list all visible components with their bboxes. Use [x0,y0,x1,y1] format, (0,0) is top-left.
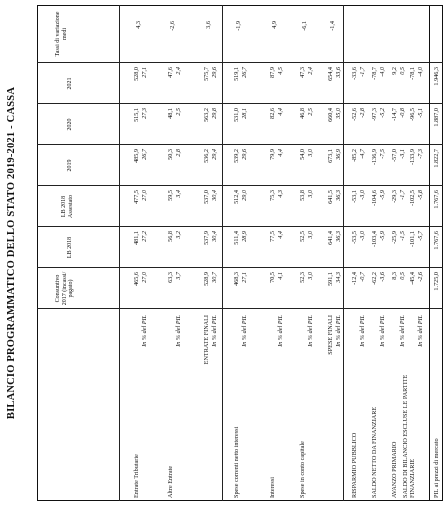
value-cell: 54,0 [299,149,306,160]
pil-share-cell: 3,0 [307,231,314,239]
pil-share-cell: 3,2 [175,231,182,239]
pil-share-cell: 29,4 [211,149,218,160]
pil-share-cell: 36,3 [335,231,342,242]
rate-cell: 3,6 [205,21,212,29]
value-cell: 52,5 [299,231,306,242]
pil-share-cell: 4,4 [277,108,284,116]
row-label: Entrate Tributarie [133,454,140,498]
pil-share-cell: -5,1 [417,108,424,118]
pil-share-cell: 35,0 [335,108,342,119]
row-sub-label: In % del PIL [379,315,386,347]
value-cell: 50,3 [167,149,174,160]
value-cell: -57,0 [391,149,398,162]
value-cell: 9,2 [391,67,398,75]
value-cell: 75,3 [269,190,276,201]
row-label: Interessi [269,477,276,498]
row-sub-label: In % del PIL [241,315,248,347]
pil-share-cell: 36,9 [335,149,342,160]
column-divider [37,62,443,63]
pil-share-cell: 29,6 [241,149,248,160]
pil-share-cell: 3,4 [175,190,182,198]
pil-share-cell: 27,2 [141,231,148,242]
pil-share-cell: 30,4 [211,231,218,242]
pil-share-cell: 27,3 [141,108,148,119]
pil-share-cell: 0,5 [399,67,406,75]
pil-share-cell: -1,7 [359,67,366,77]
rate-cell: -1,4 [329,21,336,31]
value-cell: 52,3 [299,272,306,283]
pil-share-cell: -2,6 [417,272,424,282]
value-cell: 531,0 [233,108,240,122]
header-lb2018: LB 2018 [67,236,73,259]
value-cell: -53,5 [351,231,358,244]
header-2021: 2021 [67,77,73,90]
value-cell: 654,4 [327,67,334,81]
value-cell: 477,5 [133,190,140,204]
pil-share-cell: -5,9 [379,231,386,241]
pil-share-cell: 28,9 [241,231,248,242]
value-cell: -133,9 [409,149,416,165]
pil-value-cell: 1.822,7 [433,149,440,168]
row-sub-label: In % del PIL [141,315,148,347]
value-cell: 641,5 [327,190,334,204]
pil-share-cell: 4,4 [277,149,284,157]
pil-value-cell: 1.767,6 [433,190,440,209]
pil-share-cell: 3,0 [307,149,314,157]
pil-share-cell: 27,1 [241,272,248,283]
pil-share-cell: -5,8 [417,190,424,200]
pil-share-cell: -7,5 [379,149,386,159]
header-2020: 2020 [67,118,73,131]
value-cell: 77,5 [269,231,276,242]
row-sub-label: In % del PIL [335,315,342,347]
pil-share-cell: 3,0 [307,190,314,198]
pil-share-cell: 4,1 [277,272,284,280]
pil-share-cell: 27,0 [141,190,148,201]
pil-share-cell: 30,7 [211,272,218,283]
value-cell: 70,5 [269,272,276,283]
value-cell: 53,8 [299,190,306,201]
value-cell: -104,6 [371,190,378,206]
row-sub-label: In % del PIL [277,315,284,347]
value-cell: -78,7 [371,67,378,80]
column-divider [37,144,443,145]
column-divider [37,185,443,186]
section-divider [429,5,430,501]
pil-share-cell: -4,7 [359,149,366,159]
header-tassi: Tassi di variazione medi [55,11,68,57]
value-cell: 63,3 [167,272,174,283]
pil-share-cell: -3,1 [399,149,406,159]
pil-share-cell: 26,7 [241,67,248,78]
pil-share-cell: 2,5 [307,108,314,116]
value-cell: 537,9 [203,231,210,245]
pil-share-cell: -4,0 [417,67,424,77]
value-cell: -29,3 [391,190,398,203]
pil-share-cell: 26,7 [141,149,148,160]
column-divider [37,226,443,227]
value-cell: 512,4 [233,190,240,204]
section-divider [343,5,344,501]
value-cell: 468,3 [233,272,240,286]
row-sub-label: In % del PIL [399,315,406,347]
pil-value-cell: 1.946,3 [433,67,440,86]
pil-share-cell: -1,5 [399,231,406,241]
value-cell: -53,1 [351,190,358,203]
pil-share-cell: -4,0 [379,67,386,77]
value-cell: -96,5 [409,108,416,121]
pil-share-cell: -7,3 [417,149,424,159]
value-cell: 82,6 [269,108,276,119]
rate-cell: 4,3 [135,21,142,29]
pil-share-cell: 2,4 [307,67,314,75]
header-2019: 2019 [67,159,73,172]
value-cell: 481,1 [133,231,140,245]
column-divider [37,103,443,104]
pil-value-cell: 1.767,6 [433,231,440,250]
value-cell: -52,6 [351,108,358,121]
budget-table [37,5,443,501]
value-cell: 87,9 [269,67,276,78]
pil-value-cell: 1.887,0 [433,108,440,127]
value-cell: -14,7 [391,108,398,121]
value-cell: 641,4 [327,231,334,245]
value-cell: -97,3 [371,108,378,121]
value-cell: -85,2 [351,149,358,162]
row-label: SPESE FINALI [327,315,334,355]
value-cell: -103,4 [371,231,378,247]
value-cell: 515,1 [133,108,140,122]
value-cell: -45,4 [409,272,416,285]
value-cell: 511,4 [233,231,240,245]
value-cell: -62,2 [371,272,378,285]
column-divider [37,308,443,309]
page-title: BILANCIO PROGRAMMATICO DELLO STATO 2019-2021 - CASSA [6,86,17,420]
value-cell: 485,9 [133,149,140,163]
section-divider [222,5,223,501]
pil-share-cell: 29,8 [211,108,218,119]
rate-cell: -2,6 [169,21,176,31]
column-divider [37,267,443,268]
row-label: Spese in conto capitale [299,441,306,498]
value-cell: 528,0 [133,67,140,81]
pil-row-label: PIL ai prezzi di mercato [433,438,440,498]
pil-share-cell: 4,3 [277,190,284,198]
value-cell: 47,3 [299,67,306,78]
value-cell: 539,2 [233,149,240,163]
pil-share-cell: 34,3 [335,272,342,283]
pil-share-cell: -3,0 [359,190,366,200]
pil-share-cell: 27,1 [141,67,148,78]
pil-share-cell: 30,4 [211,190,218,201]
pil-share-cell: 4,5 [277,67,284,75]
pil-share-cell: 2,4 [175,67,182,75]
row-label: RISPARMIO PUBBLICO [351,432,358,498]
value-cell: 59,5 [167,190,174,201]
row-sub-label: In % del PIL [211,315,218,347]
row-label: SALDO DI BILANCIO ESCLUSE LE PARTITE FINANZIARIE [402,374,416,498]
row-label: Spese correnti netto interessi [233,426,240,498]
value-cell: -102,5 [409,190,416,206]
rate-cell: -6,1 [301,21,308,31]
pil-share-cell: -2,8 [359,108,366,118]
pil-share-cell: -0,8 [399,108,406,118]
value-cell: 56,8 [167,231,174,242]
value-cell: 48,1 [167,108,174,119]
pil-share-cell: 28,1 [241,108,248,119]
header-lb2018-assestato: LB 2018 Assestato [61,195,74,218]
value-cell: 46,8 [299,108,306,119]
header-divider [119,5,120,501]
value-cell: -78,1 [409,67,416,80]
value-cell: 536,2 [203,149,210,163]
value-cell: 465,6 [133,272,140,286]
pil-value-cell: 1.725,0 [433,272,440,291]
pil-share-cell: -1,7 [399,190,406,200]
pil-share-cell: 0,5 [399,272,406,280]
pil-share-cell: 3,7 [175,272,182,280]
row-label: Altre Entrate [167,465,174,498]
value-cell: -25,9 [391,231,398,244]
pil-share-cell: -5,2 [379,108,386,118]
value-cell: 528,9 [203,272,210,286]
row-sub-label: In % del PIL [417,315,424,347]
rate-cell: -1,9 [235,21,242,31]
value-cell: -33,6 [351,67,358,80]
pil-share-cell: 27,0 [141,272,148,283]
pil-share-cell: -5,7 [417,231,424,241]
pil-share-cell: 33,6 [335,67,342,78]
value-cell: 575,7 [203,67,210,81]
value-cell: 47,6 [167,67,174,78]
row-label: SALDO NETTO DA FINANZIARE [371,406,378,498]
pil-share-cell: 2,8 [175,149,182,157]
value-cell: 591,1 [327,272,334,286]
pil-share-cell: -3,6 [379,272,386,282]
pil-share-cell: 29,6 [211,67,218,78]
pil-share-cell: 29,0 [241,190,248,201]
value-cell: -12,4 [351,272,358,285]
row-label: AVANZO PRIMARIO [391,441,398,498]
header-consuntivo: Consuntivo 2017 (incassi/ pagato) [55,271,75,306]
value-cell: -101,1 [409,231,416,247]
row-label: ENTRATE FINALI [203,315,210,365]
row-sub-label: In % del PIL [307,315,314,347]
pil-share-cell: 36,3 [335,190,342,201]
pil-share-cell: -5,9 [379,190,386,200]
value-cell: 79,9 [269,149,276,160]
value-cell: 8,3 [391,272,398,280]
rate-cell: 4,9 [271,21,278,29]
value-cell: 563,2 [203,108,210,122]
value-cell: 660,4 [327,108,334,122]
row-sub-label: In % del PIL [175,315,182,347]
row-sub-label: In % del PIL [359,315,366,347]
pil-share-cell: -0,7 [359,272,366,282]
value-cell: 519,1 [233,67,240,81]
pil-share-cell: 2,5 [175,108,182,116]
value-cell: 537,0 [203,190,210,204]
value-cell: 673,1 [327,149,334,163]
pil-share-cell: -3,0 [359,231,366,241]
pil-share-cell: 4,4 [277,231,284,239]
pil-share-cell: 3,0 [307,272,314,280]
value-cell: -136,9 [371,149,378,165]
